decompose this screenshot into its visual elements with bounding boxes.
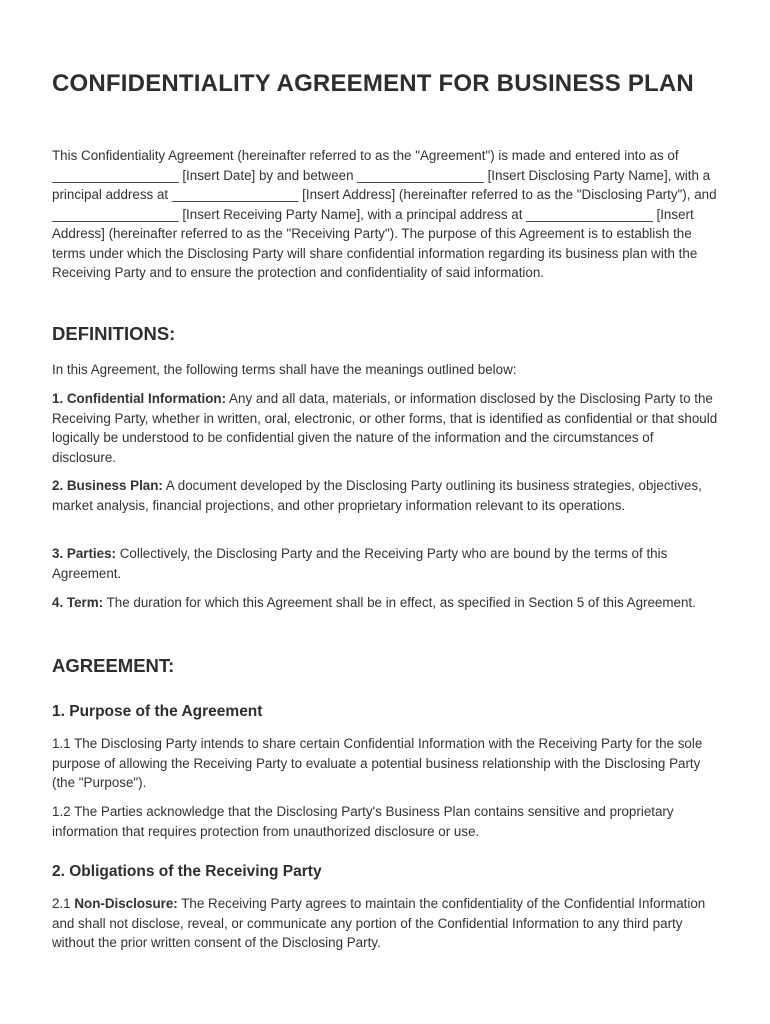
definition-term: 1. Confidential Information: [52,391,227,406]
clause-number: 2.1 [52,896,75,911]
section-2-heading: 2. Obligations of the Receiving Party [52,863,322,880]
intro-paragraph: This Confidentiality Agreement (hereinafter referred to as the "Agreement") is made and entered into as of _________________ [Insert Date] by and between _________________ [Insert Disclosing Party Name], with a principal address at _________________ [Insert Address] (hereinafter referred to as the "Disclosing Party"), and _________________ [Insert Receiving Party Name], with a principal address at _________________ [Insert Address] (hereinafter referred to as the "Receiving Party"). The purpose of this Agreement is to establish the terms under which the Disclosing Party will share confidential information regarding its business plan with the Receiving Party and to ensure the protection and confidentiality of said information. [52,148,717,280]
definition-text: Collectively, the Disclosing Party and the Receiving Party who are bound by the terms of this Agreement. [52,546,668,581]
section-1-2-paragraph: 1.2 The Parties acknowledge that the Disclosing Party's Business Plan contains sensitive and proprietary information that requires protection from unauthorized disclosure or use. [52,804,674,839]
definitions-intro: In this Agreement, the following terms shall have the meanings outlined below: [52,362,517,377]
section-1-1-paragraph: 1.1 The Disclosing Party intends to share certain Confidential Information with the Receiving Party for the sole purpose of allowing the Receiving Party to evaluate a potential business relationship with the Disclosing Party (the "Purpose"). [52,736,703,790]
definition-item [52,389,720,467]
section-2-1-paragraph [52,894,720,953]
clause-text: The Receiving Party agrees to maintain the confidentiality of the Confidential Information and shall not disclose, reveal, or communicate any portion of the Confidential Information to any third party without the prior written consent of the Disclosing Party. [52,896,706,950]
clause-label: Non-Disclosure: [74,896,178,911]
definition-item [52,476,720,515]
definition-term: 3. Parties: [52,546,117,561]
definition-text: A document developed by the Disclosing Party outlining its business strategies, objectives, market analysis, financial projections, and other proprietary information relevant to its operations. [52,478,702,513]
definition-item [52,544,720,583]
definition-text: The duration for which this Agreement shall be in effect, as specified in Section 5 of this Agreement. [103,595,696,610]
definition-term: 2. Business Plan: [52,478,163,493]
definitions-heading: DEFINITIONS: [52,323,176,344]
definition-text: Any and all data, materials, or information disclosed by the Disclosing Party to the Receiving Party, whether in written, oral, electronic, or other forms, that is identified as confidential or that should logically be understood to be confidential given the nature of the information and the circumstances of disclosure. [52,391,718,465]
document-title: CONFIDENTIALITY AGREEMENT FOR BUSINESS PLAN [52,70,694,97]
definition-item [52,593,720,613]
agreement-heading: AGREEMENT: [52,655,175,676]
section-1-heading: 1. Purpose of the Agreement [52,703,263,720]
definition-term: 4. Term: [52,595,104,610]
